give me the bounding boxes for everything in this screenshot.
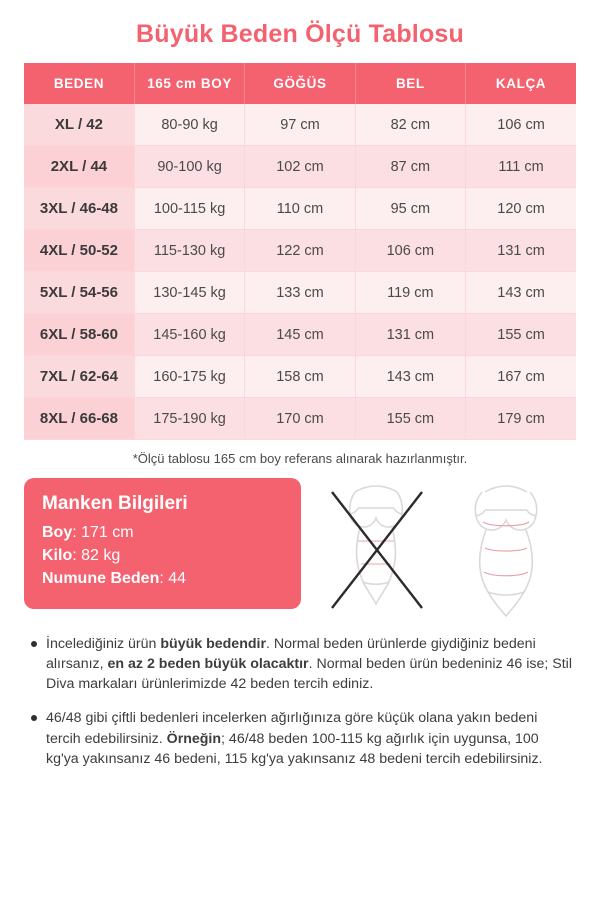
cell-kalca: 155 cm: [466, 314, 576, 356]
model-info-section: [24, 478, 576, 618]
model-info-card: [24, 478, 301, 609]
model-info-heading: Manken Bilgileri: [42, 493, 188, 514]
cell-gogus: 102 cm: [245, 146, 355, 188]
cell-boy: 80-90 kg: [134, 104, 244, 146]
cell-kalca: 131 cm: [466, 230, 576, 272]
model-weight-label: Kilo: [42, 547, 73, 564]
list-item: [46, 634, 572, 694]
column-header-bel: BEL: [355, 63, 465, 104]
table-body: [24, 104, 576, 440]
cell-beden: 8XL / 66-68: [24, 398, 134, 440]
cell-bel: 82 cm: [355, 104, 465, 146]
table-header: [24, 63, 576, 104]
bullet-1-text: İncelediğiniz ürün büyük bedendir. Normal beden ürünlerde giydiğiniz bedeni alırsanız, en az 2 beden büyük olacaktır. Normal beden ürün bedeniniz 46 ise; Stil Diva markaları ürünlerimizde 42 beden tercih ediniz.: [46, 636, 572, 693]
table-row: [24, 356, 576, 398]
table-row: [24, 104, 576, 146]
cell-bel: 131 cm: [355, 314, 465, 356]
cell-bel: 106 cm: [355, 230, 465, 272]
cell-bel: 155 cm: [355, 398, 465, 440]
cell-beden: 4XL / 50-52: [24, 230, 134, 272]
cell-beden: 7XL / 62-64: [24, 356, 134, 398]
cell-kalca: 167 cm: [466, 356, 576, 398]
cell-kalca: 143 cm: [466, 272, 576, 314]
cell-bel: 87 cm: [355, 146, 465, 188]
crossed-out-body-figure-icon: [314, 478, 438, 618]
cell-boy: 175-190 kg: [134, 398, 244, 440]
cell-gogus: 145 cm: [245, 314, 355, 356]
column-header-beden: BEDEN: [24, 63, 134, 104]
cell-beden: 6XL / 58-60: [24, 314, 134, 356]
table-header-row: [24, 63, 576, 104]
model-weight-value: : 82 kg: [72, 547, 121, 564]
cell-kalca: 120 cm: [466, 188, 576, 230]
model-sample-size-label: Numune Beden: [42, 570, 160, 587]
cell-boy: 100-115 kg: [134, 188, 244, 230]
bullet-2-text: 46/48 gibi çiftli bedenleri incelerken ağırlığınıza göre küçük olana yakın bedeni tercih edebilirsiniz. Örneğin; 46/48 beden 100-115 kg ağırlık için uygunsa, 100 kg'ya yakınsanız 46 bedeni, 115 kg'ya yakınsanız 48 bedeni tercih edebilirsiniz.: [46, 710, 543, 767]
table-row: [24, 188, 576, 230]
cell-bel: 95 cm: [355, 188, 465, 230]
column-header-boy: 165 cm BOY: [134, 63, 244, 104]
cell-boy: 160-175 kg: [134, 356, 244, 398]
cell-beden: 3XL / 46-48: [24, 188, 134, 230]
size-chart-table: [24, 63, 576, 440]
column-header-kalca: KALÇA: [466, 63, 576, 104]
cell-gogus: 110 cm: [245, 188, 355, 230]
cell-gogus: 133 cm: [245, 272, 355, 314]
model-height-line: [42, 524, 283, 542]
column-header-gogus: GÖĞÜS: [245, 63, 355, 104]
measurement-body-figure-icon: [444, 478, 568, 618]
body-figures: [309, 478, 576, 618]
model-sample-size-value: : 44: [159, 570, 187, 587]
cell-bel: 143 cm: [355, 356, 465, 398]
cell-kalca: 179 cm: [466, 398, 576, 440]
size-guide-page: [0, 20, 600, 920]
table-row: [24, 272, 576, 314]
cell-gogus: 158 cm: [245, 356, 355, 398]
cell-boy: 145-160 kg: [134, 314, 244, 356]
page-title: Büyük Beden Ölçü Tablosu: [136, 20, 464, 48]
model-weight-line: [42, 547, 283, 565]
cell-beden: 2XL / 44: [24, 146, 134, 188]
cell-kalca: 106 cm: [466, 104, 576, 146]
table-row: [24, 146, 576, 188]
table-row: [24, 314, 576, 356]
cell-boy: 115-130 kg: [134, 230, 244, 272]
cell-kalca: 111 cm: [466, 146, 576, 188]
list-item: [46, 708, 572, 768]
model-height-label: Boy: [42, 524, 73, 541]
model-sample-size-line: [42, 570, 283, 588]
cell-bel: 119 cm: [355, 272, 465, 314]
cell-boy: 130-145 kg: [134, 272, 244, 314]
cell-boy: 90-100 kg: [134, 146, 244, 188]
reference-note: *Ölçü tablosu 165 cm boy referans alınarak hazırlanmıştır.: [132, 451, 468, 466]
table-row: [24, 398, 576, 440]
guidance-list: [24, 634, 576, 769]
cell-gogus: 97 cm: [245, 104, 355, 146]
table-row: [24, 230, 576, 272]
cell-gogus: 170 cm: [245, 398, 355, 440]
cell-gogus: 122 cm: [245, 230, 355, 272]
cell-beden: XL / 42: [24, 104, 134, 146]
model-height-value: : 171 cm: [72, 524, 134, 541]
cell-beden: 5XL / 54-56: [24, 272, 134, 314]
